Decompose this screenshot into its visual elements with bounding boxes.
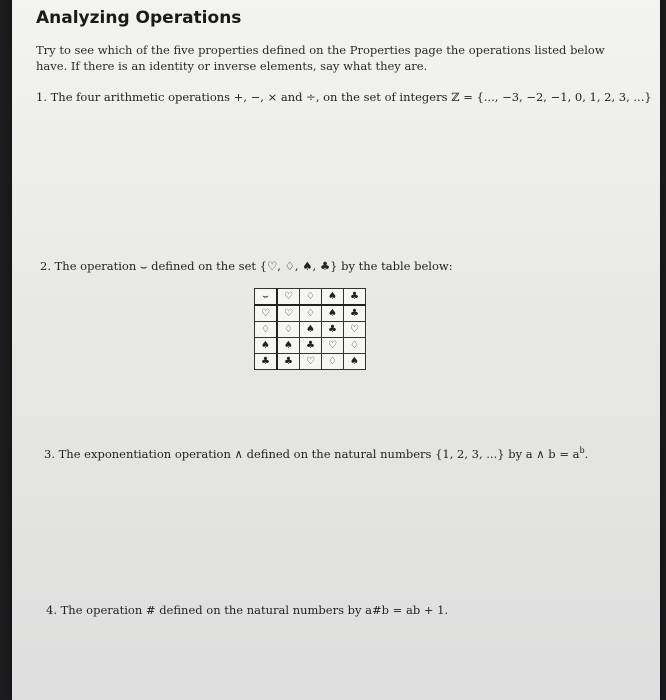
table-cell: ♠ — [322, 305, 344, 322]
table-cell: ♣ — [277, 354, 300, 370]
question-2 — [40, 259, 453, 274]
question-text-end: . — [584, 446, 589, 461]
intro-text: Try to see which of the five properties defined on the Properties page the operations listed below have. If there is an identity or inverse elements, say what they are. — [36, 43, 605, 73]
table-row-label: ♡ — [255, 305, 278, 322]
table-header-cell: ♠ — [322, 289, 344, 306]
table-row-label: ♣ — [255, 354, 278, 370]
table-header-cell: ♡ — [277, 289, 300, 306]
table-cell: ♡ — [300, 354, 322, 370]
table-row — [255, 305, 366, 322]
table-row — [255, 338, 366, 354]
table-cell: ♣ — [300, 338, 322, 354]
table-cell: ♠ — [300, 322, 322, 338]
table-cell: ♡ — [322, 338, 344, 354]
question-text: The operation ⌣ defined on the set {♡, ♢, ♠, ♣} by the table below: — [54, 259, 453, 273]
question-number: 1. — [36, 90, 47, 104]
question-text: The operation # defined on the natural numbers by a#b = ab + 1. — [60, 603, 449, 617]
table-operator-cell: ⌣ — [255, 289, 278, 306]
table-header-row — [255, 289, 366, 306]
question-text: The exponentiation operation ∧ defined on the natural numbers {1, 2, 3, ...} by a ∧ b = a — [58, 446, 580, 461]
table-row-label: ♠ — [255, 338, 278, 354]
table-cell: ♢ — [322, 354, 344, 370]
question-number: 2. — [40, 259, 51, 273]
operation-table — [254, 288, 366, 370]
table-cell: ♠ — [277, 338, 300, 354]
table-header-cell: ♢ — [300, 289, 322, 306]
table-cell: ♡ — [344, 322, 366, 338]
table-cell: ♢ — [300, 305, 322, 322]
question-number: 4. — [46, 603, 57, 617]
question-text: The four arithmetic operations +, −, × and ÷, on the set of integers ℤ = {..., −3, −2, −1, 0, 1, 2, 3, ...} — [50, 90, 652, 104]
table-cell: ♢ — [277, 322, 300, 338]
question-number: 3. — [44, 446, 55, 461]
exponent-superscript: b — [579, 446, 585, 455]
table-header-cell: ♣ — [344, 289, 366, 306]
table-row — [255, 354, 366, 370]
table-row — [255, 322, 366, 338]
table-cell: ♠ — [344, 354, 366, 370]
table-cell: ♣ — [322, 322, 344, 338]
table-cell: ♣ — [344, 305, 366, 322]
page-title: Analyzing Operations — [36, 8, 242, 28]
question-4 — [46, 603, 448, 617]
table-cell: ♢ — [344, 338, 366, 354]
table-row-label: ♢ — [255, 322, 278, 338]
table-cell: ♡ — [277, 305, 300, 322]
question-1 — [36, 90, 652, 104]
question-3 — [44, 446, 588, 461]
worksheet-page — [12, 0, 660, 700]
